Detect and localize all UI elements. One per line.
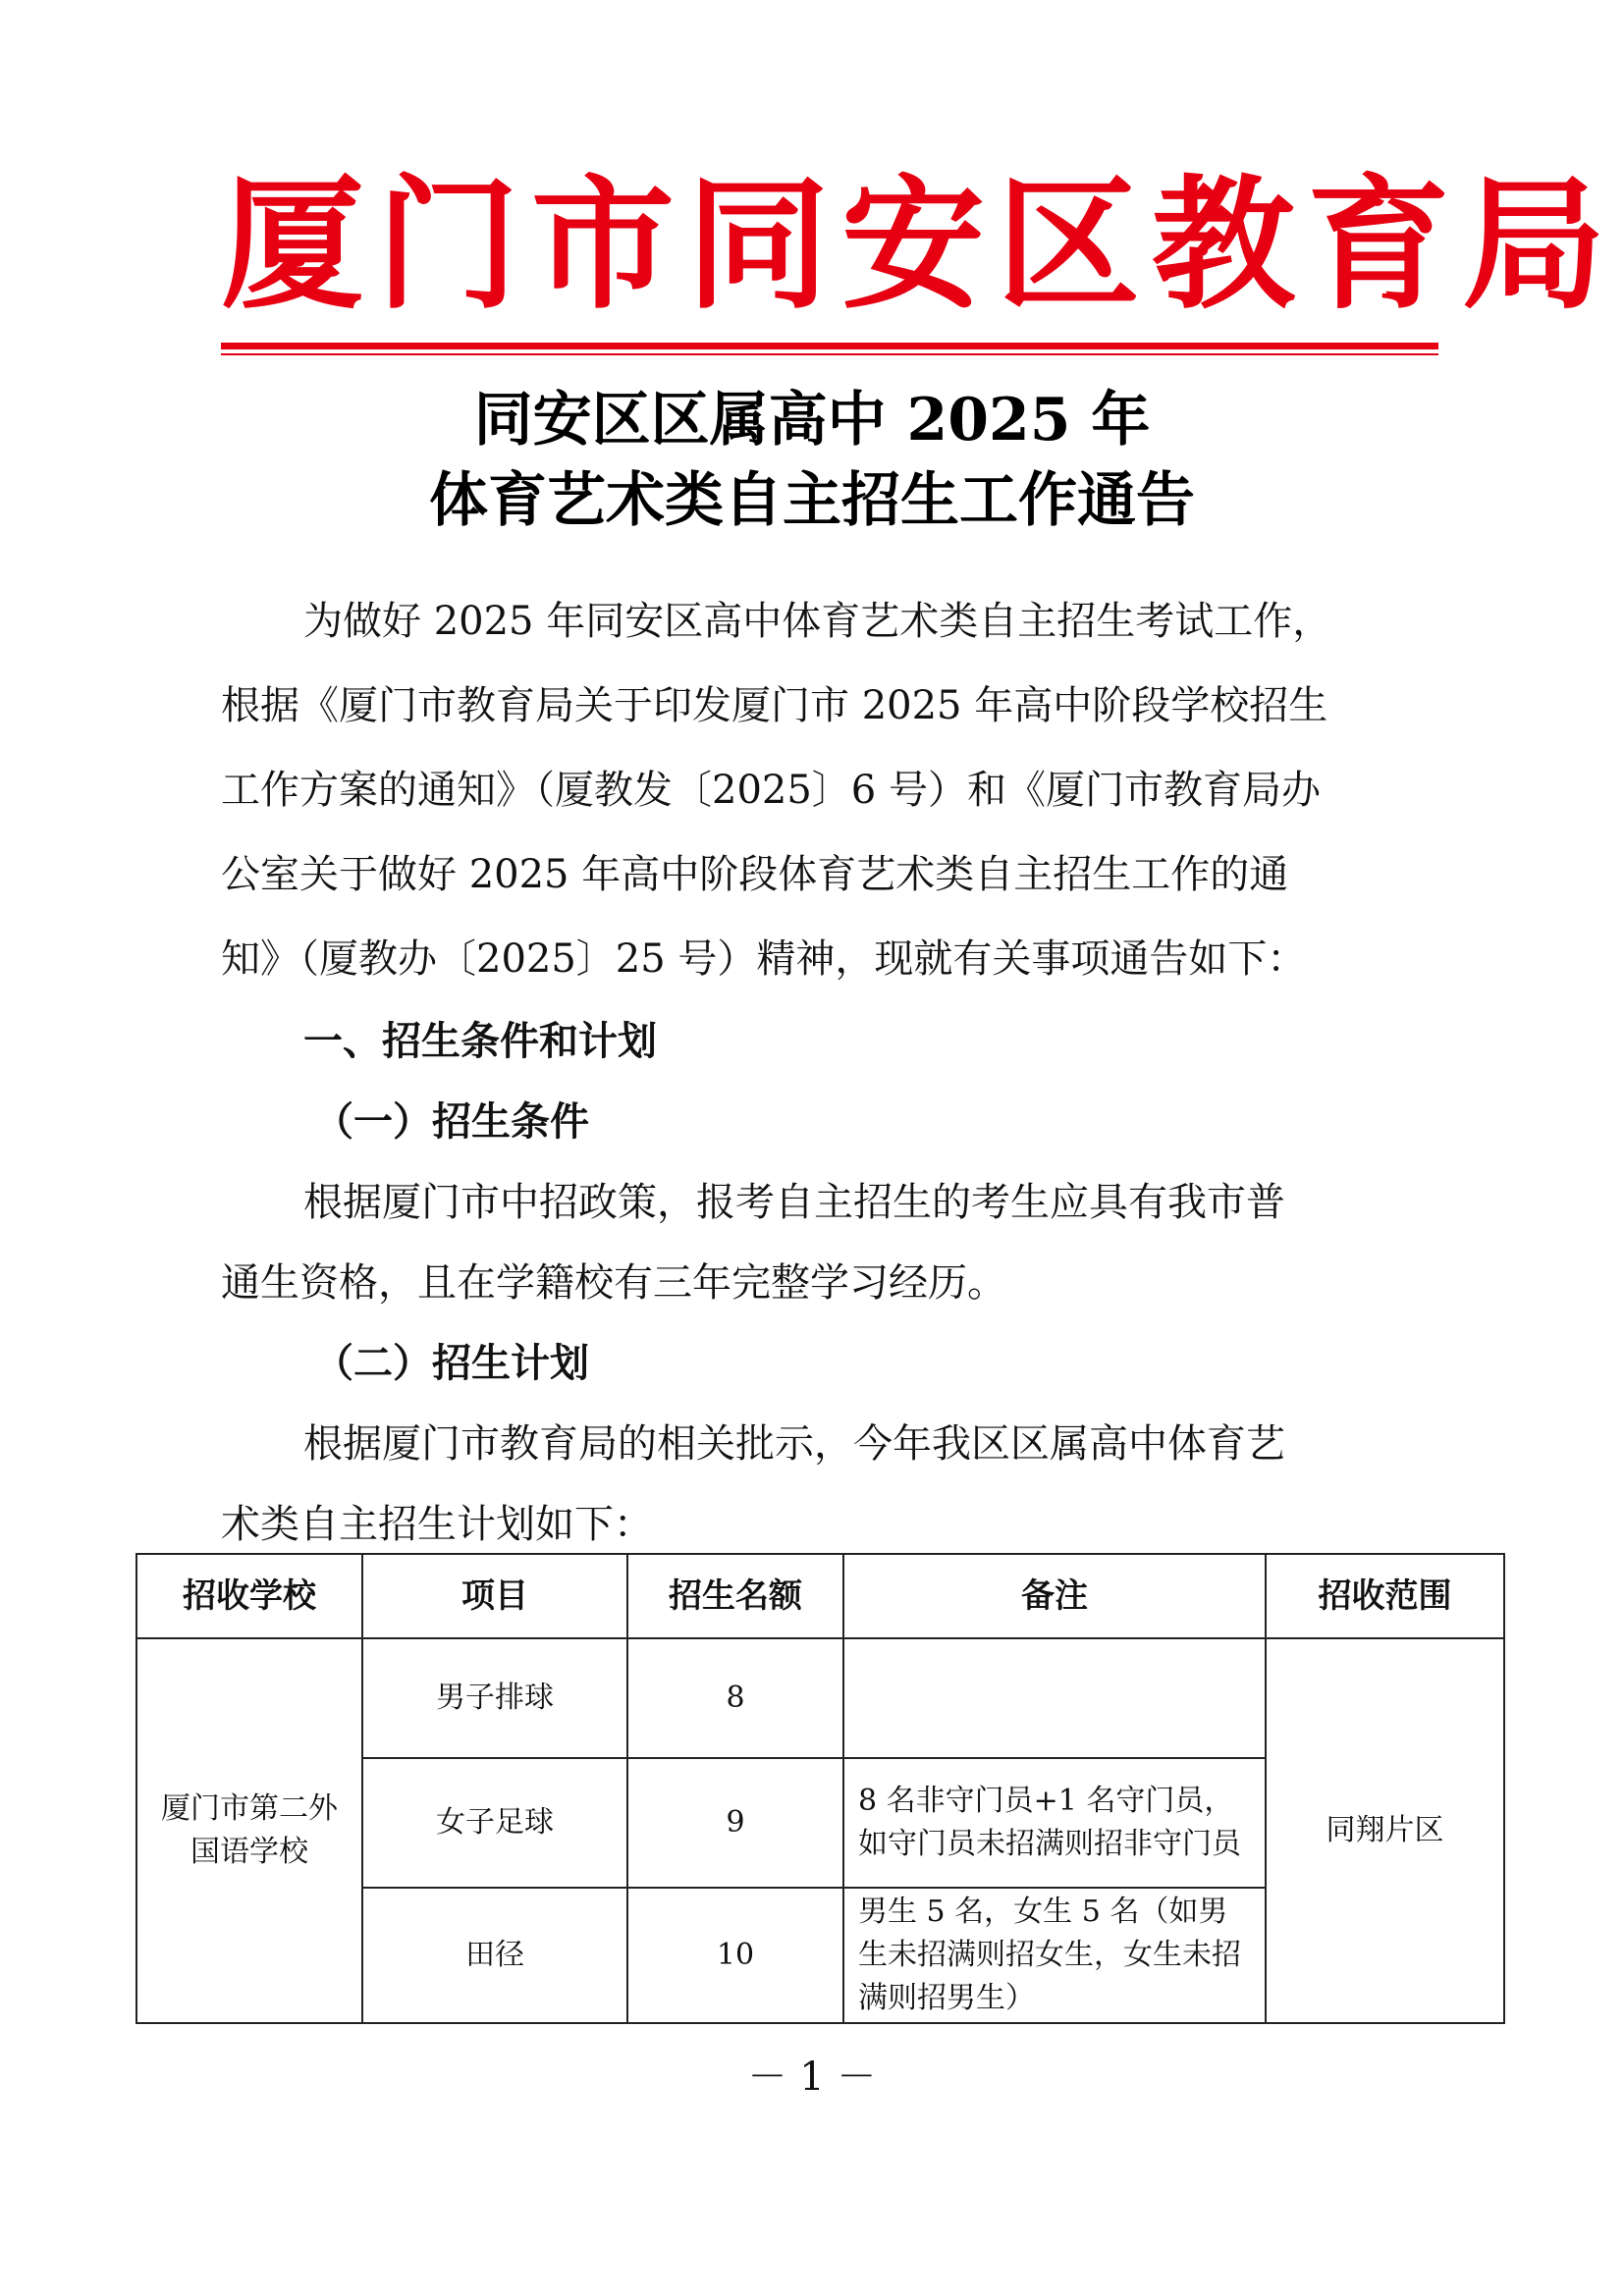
table-header-row xyxy=(136,1554,1504,1638)
document-title-line-2: 体育艺术类自主招生工作通告 xyxy=(429,466,1195,535)
note-cell: 8 名非守门员+1 名守门员，如守门员未招满则招非守门员 xyxy=(843,1758,1266,1888)
header-item: 项目 xyxy=(362,1554,627,1638)
document-title-line-1: 同安区区属高中 2025 年 xyxy=(473,386,1151,454)
note-cell: 男生 5 名，女生 5 名（如男生未招满则招女生，女生未招满则招男生） xyxy=(843,1888,1266,2023)
item-cell: 田径 xyxy=(362,1888,627,2023)
conditions-line-1: 根据厦门市中招政策，报考自主招生的考生应具有我市普 xyxy=(303,1180,1285,1225)
header-school: 招收学校 xyxy=(136,1554,362,1638)
enrollment-plan-table xyxy=(135,1553,1505,2024)
note-cell xyxy=(843,1638,1266,1758)
issuer-masthead: 厦门市同安区教育局 xyxy=(221,161,1617,329)
header-quota: 招生名额 xyxy=(627,1554,843,1638)
plan-line-1: 根据厦门市教育局的相关批示，今年我区区属高中体育艺 xyxy=(303,1421,1285,1467)
section-heading: 一、招生条件和计划 xyxy=(303,1018,657,1064)
intro-line-1: 为做好 2025 年同安区高中体育艺术类自主招生考试工作， xyxy=(303,599,1332,644)
masthead-red-rule-thin xyxy=(221,353,1438,355)
quota-cell: 8 xyxy=(627,1638,843,1758)
conditions-line-2: 通生资格，且在学籍校有三年完整学习经历。 xyxy=(221,1260,1006,1306)
plan-line-2: 术类自主招生计划如下： xyxy=(221,1502,653,1547)
intro-line-5: 知》（厦教办〔2025〕25 号）精神，现就有关事项通告如下： xyxy=(221,936,1307,982)
intro-line-3: 工作方案的通知》（厦教发〔2025〕6 号）和《厦门市教育局办 xyxy=(221,768,1321,813)
header-scope: 招收范围 xyxy=(1266,1554,1504,1638)
table-row xyxy=(136,1638,1504,1758)
quota-cell: 9 xyxy=(627,1758,843,1888)
intro-line-2: 根据《厦门市教育局关于印发厦门市 2025 年高中阶段学校招生 xyxy=(221,683,1328,728)
header-note: 备注 xyxy=(843,1554,1266,1638)
masthead-red-rule xyxy=(221,343,1438,349)
intro-line-4: 公室关于做好 2025 年高中阶段体育艺术类自主招生工作的通 xyxy=(221,852,1289,897)
subsection-heading-conditions: （一）招生条件 xyxy=(314,1098,589,1145)
item-cell: 女子足球 xyxy=(362,1758,627,1888)
page-number: － 1 － xyxy=(747,2055,877,2100)
school-cell: 厦门市第二外国语学校 xyxy=(136,1638,362,2023)
subsection-heading-plan: （二）招生计划 xyxy=(314,1340,589,1386)
item-cell: 男子排球 xyxy=(362,1638,627,1758)
scope-cell: 同翔片区 xyxy=(1266,1638,1504,2023)
quota-cell: 10 xyxy=(627,1888,843,2023)
